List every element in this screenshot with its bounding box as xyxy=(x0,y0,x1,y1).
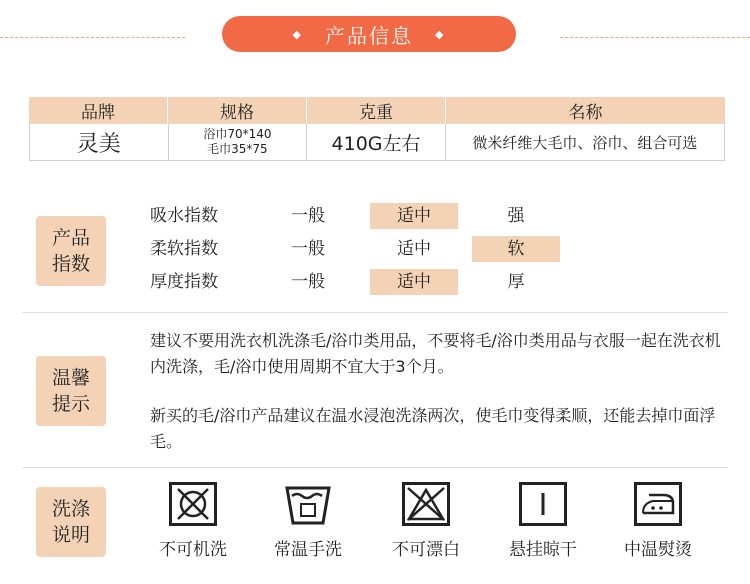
header-name: 名称 xyxy=(568,103,603,123)
softness-row xyxy=(150,236,570,262)
no-machine-wash-icon xyxy=(169,482,217,526)
no-bleach-icon xyxy=(402,482,450,526)
softness-label: 柔软指数 xyxy=(150,239,218,259)
thickness-option-normal: 一般 xyxy=(291,272,325,292)
index-side-label xyxy=(36,216,106,286)
index-side-label-line2: 指数 xyxy=(51,253,90,275)
tip-paragraph: 建议不要用洗衣机洗涤毛/浴巾类用品，不要将毛/浴巾类用品与衣服一起在洗衣机内洗涤，毛/浴巾使用周期不宜大于3个月。 xyxy=(150,331,721,376)
size-value xyxy=(169,124,308,160)
care-side-label xyxy=(36,487,106,557)
absorbency-option-medium: 适中 xyxy=(370,203,458,229)
weight-value: 410G左右 xyxy=(307,124,446,160)
bath-towel-size: 浴巾70*140 xyxy=(203,127,272,141)
tips-side-label xyxy=(36,356,106,426)
spec-table xyxy=(29,97,725,161)
header-divider-right xyxy=(560,37,750,38)
care-item-hand-wash xyxy=(256,482,360,560)
care-side-label-line2: 说明 xyxy=(51,524,90,546)
header-divider-left xyxy=(0,37,185,38)
index-side-label-line1: 产品 xyxy=(51,227,90,249)
brand-value: 灵美 xyxy=(30,124,169,160)
thickness-label: 厚度指数 xyxy=(150,272,218,292)
section-divider xyxy=(22,312,728,313)
absorbency-row xyxy=(150,203,570,229)
hang-dry-icon xyxy=(519,482,567,526)
care-label: 不可机洗 xyxy=(159,540,227,560)
header-size: 规格 xyxy=(168,97,307,124)
care-item-medium-iron xyxy=(606,482,710,560)
care-item-no-bleach xyxy=(374,482,478,560)
softness-option-soft: 软 xyxy=(472,236,560,262)
thickness-option-thick: 厚 xyxy=(507,272,525,292)
care-item-no-machine-wash xyxy=(141,482,245,560)
towel-size: 毛巾35*75 xyxy=(207,142,268,156)
diamond-icon: ◆ xyxy=(435,27,446,41)
care-label: 悬挂晾干 xyxy=(509,540,577,560)
spec-table-row xyxy=(29,124,725,161)
care-label: 不可漂白 xyxy=(392,540,460,560)
name-value: 微米纤维大毛巾、浴巾、组合可选 xyxy=(472,133,698,152)
tips-side-label-line1: 温馨 xyxy=(51,367,90,389)
tips-side-label-line2: 提示 xyxy=(51,393,90,415)
care-label: 中温熨烫 xyxy=(624,540,692,560)
absorbency-option-normal: 一般 xyxy=(291,206,325,226)
care-item-hang-dry xyxy=(491,482,595,560)
absorbency-label: 吸水指数 xyxy=(150,206,218,226)
header-weight: 克重 xyxy=(307,97,446,124)
thickness-option-medium: 适中 xyxy=(370,269,458,295)
tip-paragraph: 新买的毛/浴巾产品建议在温水浸泡洗涤两次，使毛巾变得柔顺，还能去掉巾面浮毛。 xyxy=(150,406,716,451)
spec-table-header xyxy=(29,97,725,124)
section-divider xyxy=(22,467,728,468)
care-label: 常温手洗 xyxy=(274,540,342,560)
header-brand: 品牌 xyxy=(29,97,168,124)
thickness-row xyxy=(150,269,570,295)
section-title: 产品信息 xyxy=(325,23,413,48)
softness-option-medium: 适中 xyxy=(397,239,431,259)
care-side-label-line1: 洗涤 xyxy=(51,498,90,520)
medium-iron-icon xyxy=(634,482,682,526)
absorbency-option-strong: 强 xyxy=(507,206,525,226)
hand-wash-icon xyxy=(284,482,332,526)
section-title-pill xyxy=(222,16,516,52)
softness-option-normal: 一般 xyxy=(291,239,325,259)
diamond-icon: ◆ xyxy=(292,27,303,41)
